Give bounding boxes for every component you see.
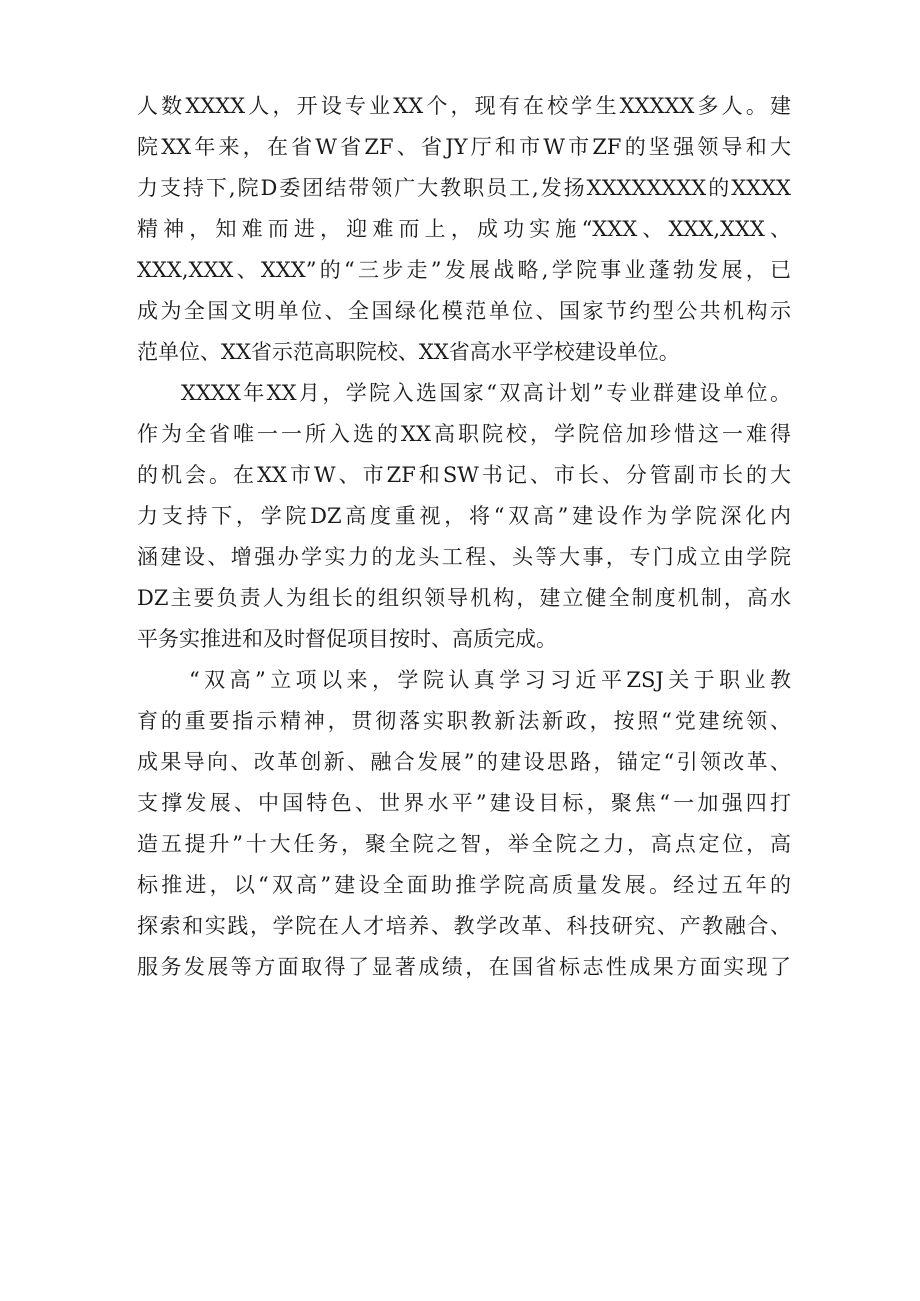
document-body	[137, 86, 791, 988]
text-line: 涵建设、增强办学实力的龙头工程、头等大事，专门成立由学院	[137, 545, 791, 569]
text-line: 探索和实践，学院在人才培养、教学改革、科技研究、产教融合、	[137, 914, 791, 938]
text-line: 精神，知难而进，迎难而上，成功实施“XXX、XXX,XXX、	[137, 217, 791, 241]
paragraph-3	[137, 660, 791, 988]
text-line: 标推进，以“双高”建设全面助推学院高质量发展。经过五年的	[137, 873, 791, 897]
text-line: XXX,XXX、XXX”的“三步走”发展战略,学院事业蓬勃发展，已	[137, 258, 791, 282]
text-line: 力支持下,院D委团结带领广大教职员工,发扬XXXXXXXX的XXXX	[137, 176, 791, 200]
text-line: 育的重要指示精神，贯彻落实职教新法新政，按照“党建统领、	[137, 709, 791, 733]
text-line: 成果导向、改革创新、融合发展”的建设思路，锚定“引领改革、	[137, 750, 791, 774]
text-line: 平务实推进和及时督促项目按时、高质完成。	[137, 627, 557, 651]
paragraph-2	[137, 373, 791, 660]
text-line: 范单位、XX省示范高职院校、XX省高水平学校建设单位。	[137, 340, 680, 364]
text-line: 服务发展等方面取得了显著成绩，在国省标志性成果方面实现了	[137, 955, 791, 979]
paragraph-1	[137, 86, 791, 373]
text-line: DZ主要负责人为组长的组织领导机构，建立健全制度机制，高水	[137, 586, 791, 610]
text-line: “双高”立项以来，学院认真学习习近平ZSJ关于职业教	[189, 668, 791, 692]
text-line: 的机会。在XX市W、市ZF和SW书记、市长、分管副市长的大	[137, 463, 791, 487]
text-line: 力支持下，学院DZ高度重视，将“双高”建设作为学院深化内	[137, 504, 791, 528]
text-line: 院XX年来，在省W省ZF、省JY厅和市W市ZF的坚强领导和大	[137, 135, 791, 159]
text-line: 支撑发展、中国特色、世界水平”建设目标，聚焦“一加强四打	[137, 791, 791, 815]
text-line: 成为全国文明单位、全国绿化模范单位、国家节约型公共机构示	[137, 299, 791, 323]
text-line: XXXX年XX月，学院入选国家“双高计划”专业群建设单位。	[181, 381, 791, 405]
text-line: 造五提升”十大任务，聚全院之智，举全院之力，高点定位，高	[137, 832, 791, 856]
text-line: 作为全省唯一一所入选的XX高职院校，学院倍加珍惜这一难得	[137, 422, 791, 446]
text-line: 人数XXXX人，开设专业XX个，现有在校学生XXXXX多人。建	[137, 94, 791, 118]
